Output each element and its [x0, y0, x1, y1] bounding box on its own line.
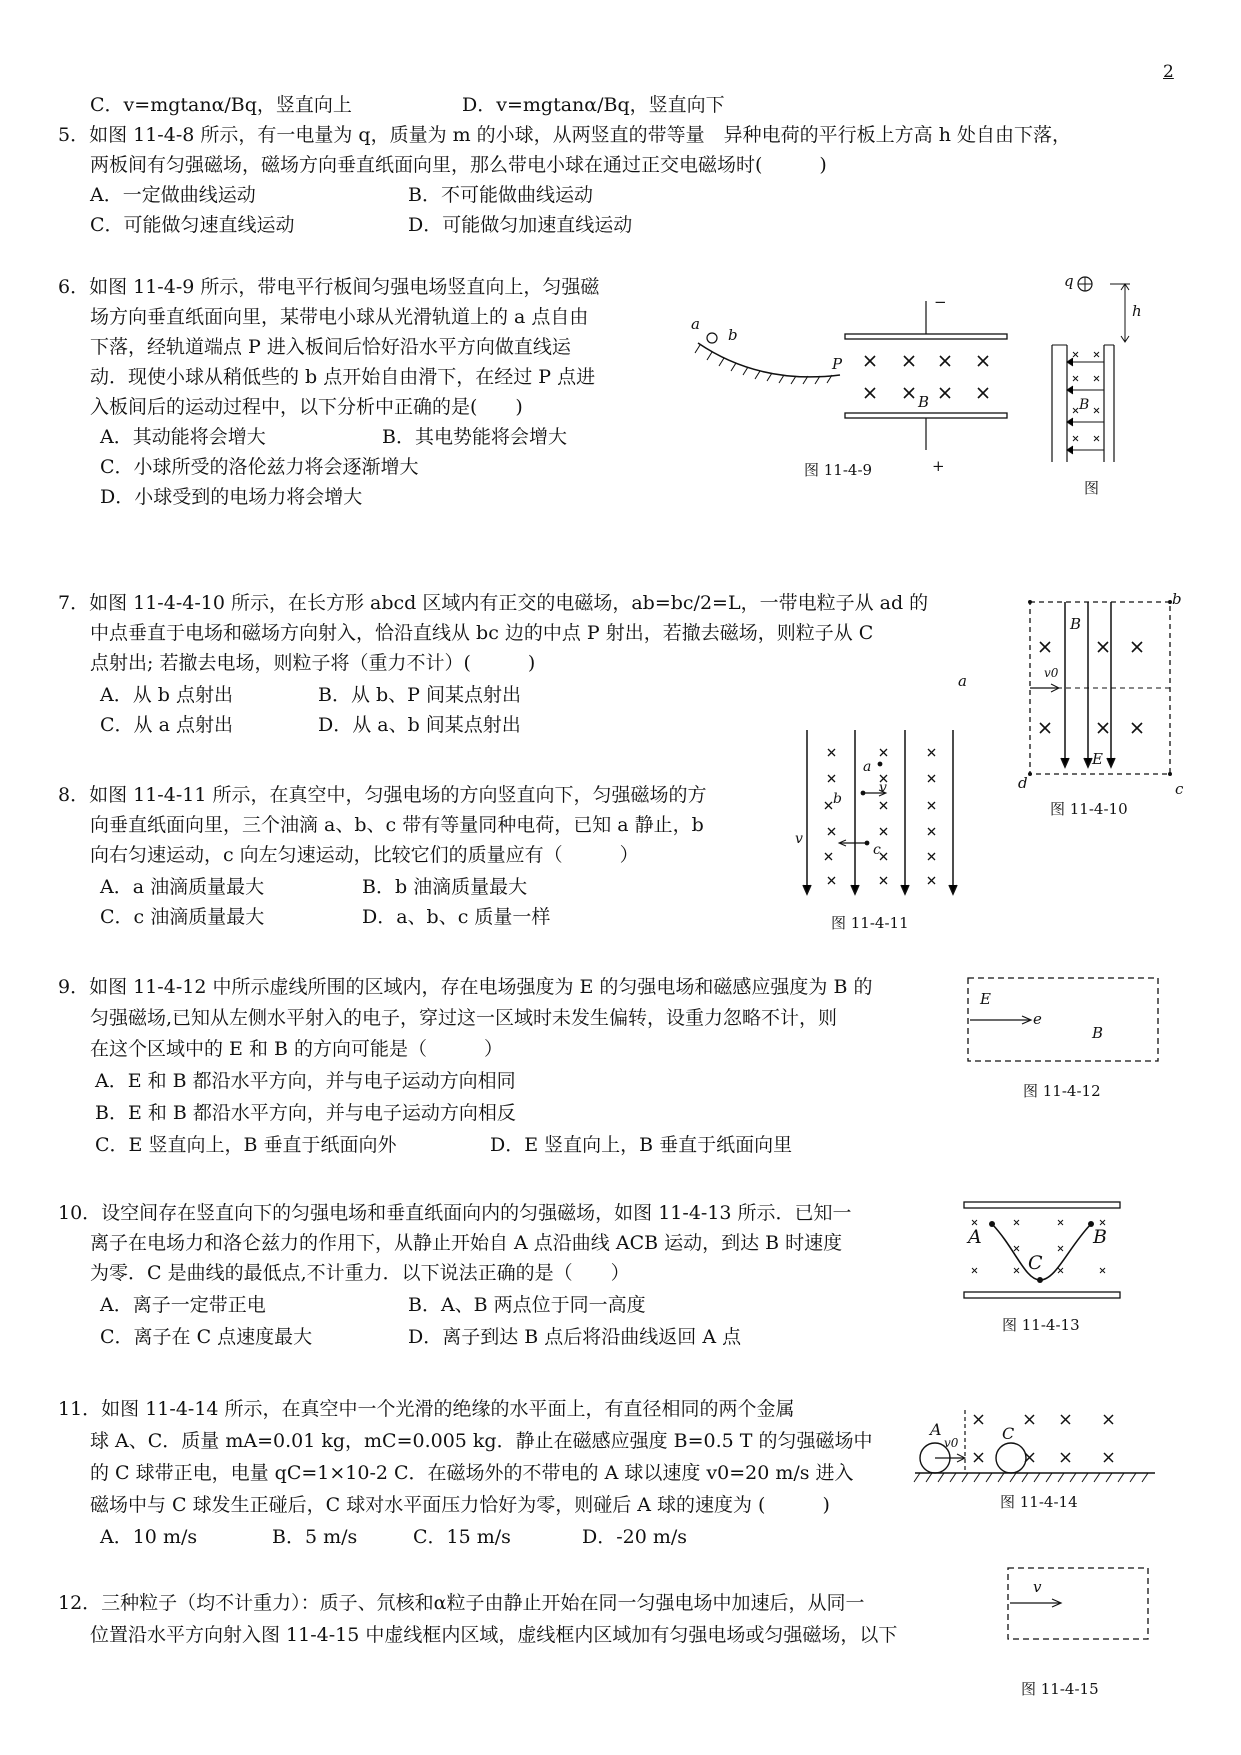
question-7-line-1: 7．如图 11-4-4-10 所示，在长方形 abcd 区域内有正交的电磁场，ab=bc/2=L，一带电粒子从 ad 的 [58, 592, 929, 614]
option-d: D．可能做匀加速直线运动 [408, 214, 633, 236]
label-c-point: C [1028, 1252, 1043, 1274]
option-d: D．-20 m/s [582, 1526, 688, 1548]
option-a: A．10 m/s [100, 1526, 198, 1548]
question-11-line-4: 磁场中与 C 球发生正碰后，C 球对水平面压力恰好为零，则碰后 A 球的速度为 ( ) [90, 1494, 830, 1516]
figure-11-4-12-drawing [965, 975, 1170, 1070]
option-c: C．E 竖直向上，B 垂直于纸面向外 [95, 1134, 397, 1156]
figure-caption: 图 [1084, 479, 1100, 497]
label-a-point: A [968, 1226, 982, 1248]
option-b: B．b 油滴质量最大 [362, 876, 528, 898]
question-7-line-2: 中点垂直于电场和磁场方向射入，恰沿直线从 bc 边的中点 P 射出，若撤去磁场，则粒子从 C [90, 622, 874, 644]
option-d: D．a、b、c 质量一样 [362, 906, 551, 928]
option-c: C．可能做匀速直线运动 [90, 214, 295, 236]
option-b: B．A、B 两点位于同一高度 [408, 1294, 646, 1316]
label-b-field: B [918, 393, 930, 411]
question-9-line-2: 匀强磁场,已知从左侧水平射入的电子，穿过这一区域时未发生偏转，设重力忽略不计，则 [90, 1007, 838, 1029]
question-6-line-5: 入板间后的运动过程中，以下分析中正确的是( ) [90, 396, 523, 418]
option-a: A．其动能将会增大 [100, 426, 266, 448]
question-11-line-1: 11．如图 11-4-14 所示，在真空中一个光滑的绝缘的水平面上，有直径相同的两个金属 [58, 1398, 795, 1420]
label-c-ball: C [1002, 1424, 1015, 1443]
question-6-line-1: 6．如图 11-4-9 所示，带电平行板间匀强电场竖直向上，匀强磁 [58, 276, 600, 298]
option-b: B．5 m/s [272, 1526, 358, 1548]
option-b: B．从 b、P 间某点射出 [318, 684, 521, 706]
figure-caption: 图 11-4-14 [1000, 1493, 1078, 1511]
label-b: b [833, 791, 842, 807]
figure-11-4-13 [960, 1198, 1130, 1333]
figure-caption: 图 11-4-15 [1021, 1680, 1099, 1698]
question-6-line-3: 下落，经轨道端点 P 进入板间后恰好沿水平方向做直线运 [90, 336, 571, 358]
figure-caption: 图 11-4-9 [804, 461, 873, 479]
label-v-right: v [879, 780, 887, 796]
question-5-line-2: 两板间有匀强磁场，磁场方向垂直纸面向里，那么带电小球在通过正交电磁场时( ) [90, 154, 827, 176]
figure-caption: 图 11-4-10 [1050, 800, 1128, 818]
label-e-field: E [1092, 750, 1103, 768]
option-c: C．15 m/s [413, 1526, 511, 1548]
option-c: C．离子在 C 点速度最大 [100, 1326, 313, 1348]
label-e-field: E [980, 990, 991, 1008]
option-b: B．不可能做曲线运动 [408, 184, 593, 206]
question-8-line-1: 8．如图 11-4-11 所示，在真空中，匀强电场的方向竖直向下，匀强磁场的方 [58, 784, 707, 806]
figure-11-4-15 [1005, 1565, 1165, 1700]
figure-caption: 图 11-4-12 [1023, 1082, 1101, 1100]
plus-sign: + [932, 457, 945, 475]
question-6-line-4: 动．现使小球从稍低些的 b 点开始自由滑下，在经过 P 点进 [90, 366, 596, 388]
figure-11-4-10-drawing [1020, 590, 1195, 825]
label-c: c [1175, 780, 1184, 798]
page-number: 2 [1163, 62, 1174, 82]
figure-11-4-14 [910, 1398, 1160, 1513]
label-a-ball: A [930, 1420, 942, 1439]
question-12-line-1: 12．三种粒子（均不计重力）：质子、氘核和α粒子由静止开始在同一匀强电场中加速后，从同一 [58, 1592, 865, 1614]
label-b: b [728, 326, 738, 344]
question-12-line-2: 位置沿水平方向射入图 11-4-15 中虚线框内区域，虚线框内区域加有匀强电场或匀强磁场，以下 [90, 1624, 898, 1646]
figure-caption: 图 11-4-13 [1002, 1316, 1080, 1334]
option-c: C．小球所受的洛伦兹力将会逐渐增大 [100, 456, 419, 478]
label-p: P [832, 355, 843, 373]
label-electron: e [1033, 1010, 1042, 1028]
option-c: C．v=mgtanα/Bq，竖直向上 [90, 94, 352, 116]
label-b-field: B [1079, 397, 1090, 413]
question-10-line-1: 10．设空间存在竖直向下的匀强电场和垂直纸面向内的匀强磁场，如图 11-4-13 所示．已知一 [58, 1202, 852, 1224]
label-d: d [1018, 774, 1028, 792]
figure-11-4-13-drawing [960, 1198, 1130, 1308]
figure-11-4-8 [1040, 272, 1190, 502]
option-d: D．离子到达 B 点后将沿曲线返回 A 点 [408, 1326, 742, 1348]
label-b: b [1172, 590, 1182, 608]
option-d: D．小球受到的电场力将会增大 [100, 486, 363, 508]
label-b-field: B [1070, 615, 1082, 633]
question-11-line-2: 球 A、C．质量 mA=0.01 kg，mC=0.005 kg．静止在磁感应强度 B=0.5 T 的匀强磁场中 [90, 1430, 873, 1452]
question-5-line-1: 5．如图 11-4-8 所示，有一电量为 q，质量为 m 的小球，从两竖直的带等量 异种电荷的平行板上方高 h 处自由下落， [58, 124, 1071, 146]
question-8-line-3: 向右匀速运动，c 向左匀速运动，比较它们的质量应有（ ） [90, 844, 639, 866]
figure-caption: 图 11-4-11 [831, 914, 909, 932]
label-a: a [691, 315, 700, 333]
option-c: C．从 a 点射出 [100, 714, 233, 736]
question-10-line-2: 离子在电场力和洛仑兹力的作用下，从静止开始自 A 点沿曲线 ACB 运动，到达 B 时速度 [90, 1232, 843, 1254]
label-v0: v0 [1044, 666, 1059, 680]
figure-11-4-11 [795, 725, 975, 940]
question-10-line-3: 为零．C 是曲线的最低点,不计重力．以下说法正确的是（ ） [90, 1262, 630, 1284]
question-11-line-3: 的 C 球带正电，电量 qC=1×10-2 C．在磁场外的不带电的 A 球以速度 v0=20 m/s 进入 [90, 1462, 854, 1484]
option-a: A．a 油滴质量最大 [100, 876, 265, 898]
label-c: c [873, 842, 881, 858]
option-a: A．一定做曲线运动 [90, 184, 256, 206]
option-c: C．c 油滴质量最大 [100, 906, 265, 928]
question-9-line-3: 在这个区域中的 E 和 B 的方向可能是（ ） [90, 1038, 503, 1060]
option-a: A．E 和 B 都沿水平方向，并与电子运动方向相同 [95, 1070, 516, 1092]
label-v-left: v [795, 831, 803, 847]
label-b-field: B [1092, 1024, 1104, 1042]
label-h: h [1132, 302, 1142, 320]
question-7-line-3: 点射出; 若撤去电场，则粒子将（重力不计）( ) [90, 652, 536, 674]
question-9-line-1: 9．如图 11-4-12 中所示虚线所围的区域内，存在电场强度为 E 的匀强电场和磁感应强度为 B 的 [58, 976, 873, 998]
figure-11-4-11-drawing [795, 725, 975, 905]
option-d: D．从 a、b 间某点射出 [318, 714, 521, 736]
figure-11-4-9-drawing [690, 295, 1020, 485]
label-q: q [1064, 272, 1074, 290]
label-v: v [1033, 1578, 1042, 1596]
label-b-point: B [1093, 1226, 1107, 1248]
minus-sign: − [934, 293, 947, 311]
option-b: B．E 和 B 都沿水平方向，并与电子运动方向相反 [95, 1102, 516, 1124]
option-d: D．v=mgtanα/Bq，竖直向下 [462, 94, 725, 116]
figure-11-4-9 [690, 295, 1020, 485]
figure-11-4-10 [958, 590, 1195, 825]
question-8-line-2: 向垂直纸面向里，三个油滴 a、b、c 带有等量同种电荷，已知 a 静止，b [90, 814, 704, 836]
option-d: D．E 竖直向上，B 垂直于纸面向里 [490, 1134, 793, 1156]
label-v0: v0 [944, 1436, 959, 1450]
label-a: a [958, 672, 967, 690]
figure-11-4-15-drawing [1005, 1565, 1165, 1645]
option-a: A．从 b 点射出 [100, 684, 233, 706]
option-b: B．其电势能将会增大 [382, 426, 567, 448]
figure-11-4-12 [965, 975, 1170, 1100]
label-a: a [863, 759, 872, 775]
figure-11-4-8-drawing [1040, 272, 1190, 502]
question-6-line-2: 场方向垂直纸面向里，某带电小球从光滑轨道上的 a 点自由 [90, 306, 589, 328]
option-a: A．离子一定带正电 [100, 1294, 266, 1316]
